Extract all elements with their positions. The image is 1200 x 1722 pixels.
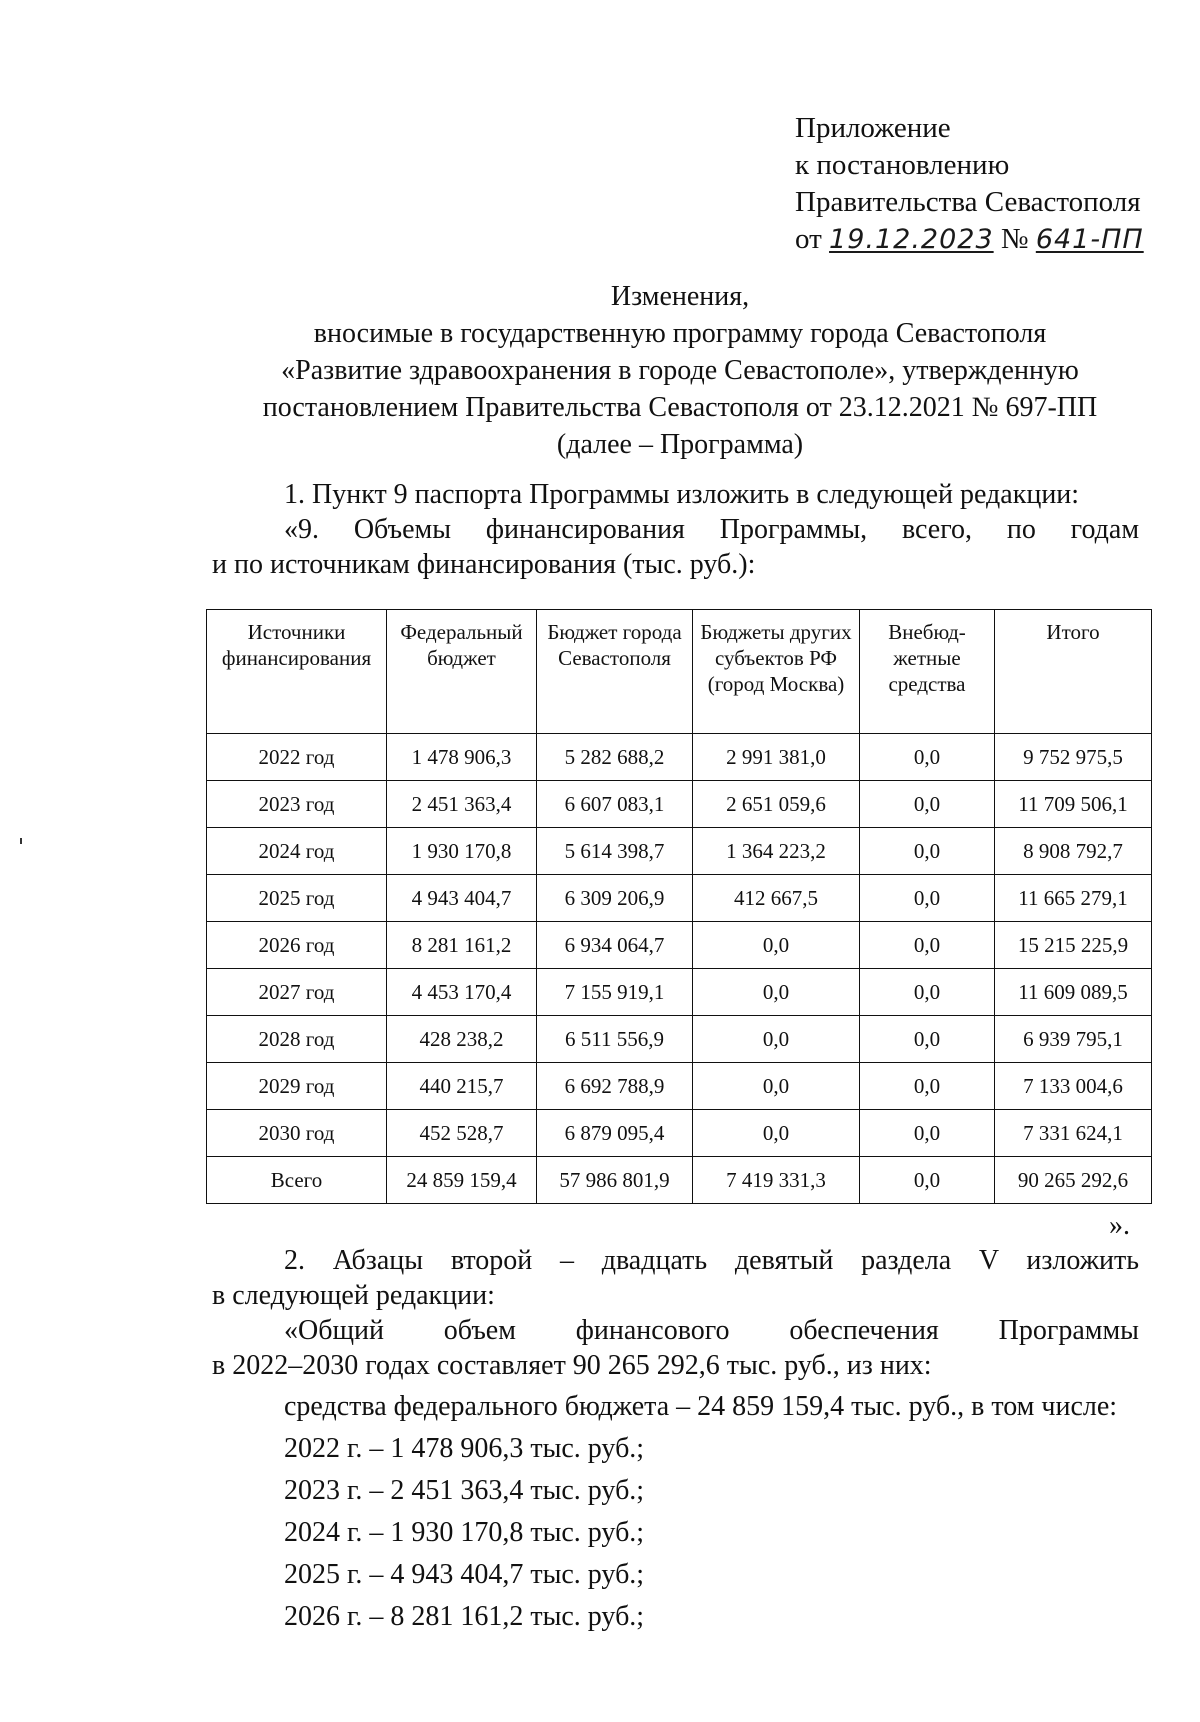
section2-line3 xyxy=(284,1313,1139,1348)
total-value: 8 908 792,7 xyxy=(995,828,1152,875)
word: девятый xyxy=(734,1245,834,1276)
table-row xyxy=(207,828,1152,875)
other-subjects-value: 0,0 xyxy=(693,1063,860,1110)
annex-line-3: Правительства Севастополя xyxy=(795,186,1141,218)
extrabudgetary-value: 0,0 xyxy=(860,734,995,781)
year-item: 2024 г. – 1 930 170,8 тыс. руб.; xyxy=(284,1517,645,1548)
total-value: 11 709 506,1 xyxy=(995,781,1152,828)
header-extrabudgetary: Внебюд- жетные средства xyxy=(860,610,995,734)
total-value: 6 939 795,1 xyxy=(995,1016,1152,1063)
total-value: 15 215 225,9 xyxy=(995,922,1152,969)
table-row xyxy=(207,922,1152,969)
header-total: Итого xyxy=(995,610,1152,734)
number-prefix: № xyxy=(1000,223,1029,255)
year-item: 2025 г. – 4 943 404,7 тыс. руб.; xyxy=(284,1559,645,1590)
table-row xyxy=(207,1157,1152,1204)
word: «Общий xyxy=(284,1315,384,1346)
other-subjects-value: 412 667,5 xyxy=(693,875,860,922)
federal-value: 8 281 161,2 xyxy=(387,922,537,969)
row-label: Всего xyxy=(207,1157,387,1204)
word: Программы xyxy=(998,1315,1139,1346)
federal-value: 1 478 906,3 xyxy=(387,734,537,781)
table-row xyxy=(207,1110,1152,1157)
word: Программы, xyxy=(719,514,868,545)
row-label: 2030 год xyxy=(207,1110,387,1157)
header-sevastopol-budget: Бюджет города Севастополя xyxy=(537,610,693,734)
document-title xyxy=(160,278,1200,463)
extrabudgetary-value: 0,0 xyxy=(860,1063,995,1110)
year-item: 2023 г. – 2 451 363,4 тыс. руб.; xyxy=(284,1475,645,1506)
total-value: 7 133 004,6 xyxy=(995,1063,1152,1110)
table-row xyxy=(207,969,1152,1016)
extrabudgetary-value: 0,0 xyxy=(860,1157,995,1204)
header-sources: Источники финансирования xyxy=(207,610,387,734)
federal-value: 2 451 363,4 xyxy=(387,781,537,828)
word: обеспечения xyxy=(789,1315,939,1346)
title-line-1: Изменения, xyxy=(610,281,750,312)
scan-speck xyxy=(20,838,22,844)
total-value: 11 665 279,1 xyxy=(995,875,1152,922)
title-line-3: «Развитие здравоохранения в городе Севастополе», утвержденную xyxy=(281,355,1079,386)
financing-table xyxy=(206,609,1152,1204)
sevastopol-value: 6 309 206,9 xyxy=(537,875,693,922)
sevastopol-value: 5 614 398,7 xyxy=(537,828,693,875)
word: Объемы xyxy=(353,514,452,545)
other-subjects-value: 1 364 223,2 xyxy=(693,828,860,875)
section1-item: 1. Пункт 9 паспорта Программы изложить в следующей редакции: xyxy=(284,479,1080,510)
sevastopol-value: 6 511 556,9 xyxy=(537,1016,693,1063)
handwritten-number: 641-ПП xyxy=(1035,224,1144,255)
annex-date-line xyxy=(795,221,1144,258)
year-item: 2022 г. – 1 478 906,3 тыс. руб.; xyxy=(284,1433,645,1464)
other-subjects-value: 7 419 331,3 xyxy=(693,1157,860,1204)
section2-line5: средства федерального бюджета – 24 859 159,4 тыс. руб., в том числе: xyxy=(284,1391,1118,1422)
row-label: 2027 год xyxy=(207,969,387,1016)
word: по xyxy=(1006,514,1036,545)
row-label: 2028 год xyxy=(207,1016,387,1063)
word: 2. Абзацы xyxy=(284,1245,424,1276)
section2-line1 xyxy=(284,1243,1139,1278)
word: двадцать xyxy=(601,1245,708,1276)
sevastopol-value: 57 986 801,9 xyxy=(537,1157,693,1204)
section2-line2: в следующей редакции: xyxy=(212,1280,495,1311)
federal-value: 4 943 404,7 xyxy=(387,875,537,922)
total-value: 9 752 975,5 xyxy=(995,734,1152,781)
federal-value: 428 238,2 xyxy=(387,1016,537,1063)
row-label: 2025 год xyxy=(207,875,387,922)
word: «9. xyxy=(284,514,319,545)
annex-line-1: Приложение xyxy=(795,112,951,144)
header-federal-budget: Федеральный бюджет xyxy=(387,610,537,734)
row-label: 2022 год xyxy=(207,734,387,781)
closing-quote: ». xyxy=(1109,1210,1130,1241)
row-label: 2024 год xyxy=(207,828,387,875)
federal-value: 4 453 170,4 xyxy=(387,969,537,1016)
total-value: 90 265 292,6 xyxy=(995,1157,1152,1204)
row-label: 2026 год xyxy=(207,922,387,969)
extrabudgetary-value: 0,0 xyxy=(860,1016,995,1063)
section1-quote-line2: и по источникам финансирования (тыс. руб.): xyxy=(212,549,756,580)
table-header-row xyxy=(207,610,1152,734)
table-row xyxy=(207,734,1152,781)
word: второй xyxy=(450,1245,533,1276)
table-row xyxy=(207,781,1152,828)
extrabudgetary-value: 0,0 xyxy=(860,828,995,875)
word: изложить xyxy=(1026,1245,1140,1276)
federal-value: 452 528,7 xyxy=(387,1110,537,1157)
word: – xyxy=(559,1245,574,1276)
sevastopol-value: 5 282 688,2 xyxy=(537,734,693,781)
sevastopol-value: 7 155 919,1 xyxy=(537,969,693,1016)
handwritten-date: 19.12.2023 xyxy=(829,224,994,255)
section2-line4: в 2022–2030 годах составляет 90 265 292,6 тыс. руб., из них: xyxy=(212,1350,932,1381)
section1-quote-line1 xyxy=(284,512,1139,547)
extrabudgetary-value: 0,0 xyxy=(860,1110,995,1157)
title-line-4: постановлением Правительства Севастополя от 23.12.2021 № 697-ПП xyxy=(262,392,1098,423)
word: раздела xyxy=(861,1245,952,1276)
table-row xyxy=(207,1016,1152,1063)
extrabudgetary-value: 0,0 xyxy=(860,781,995,828)
annex-line-2: к постановлению xyxy=(795,149,1010,181)
table-row xyxy=(207,875,1152,922)
federal-value: 1 930 170,8 xyxy=(387,828,537,875)
row-label: 2023 год xyxy=(207,781,387,828)
table-body xyxy=(207,734,1152,1204)
header-other-subjects-budget: Бюджеты других субъектов РФ (город Москва) xyxy=(693,610,860,734)
sevastopol-value: 6 692 788,9 xyxy=(537,1063,693,1110)
other-subjects-value: 0,0 xyxy=(693,1110,860,1157)
word: объем xyxy=(443,1315,516,1346)
word: годам xyxy=(1070,514,1140,545)
word: финансирования xyxy=(485,514,685,545)
extrabudgetary-value: 0,0 xyxy=(860,969,995,1016)
extrabudgetary-value: 0,0 xyxy=(860,875,995,922)
date-prefix: от xyxy=(795,223,822,255)
sevastopol-value: 6 607 083,1 xyxy=(537,781,693,828)
annex-block xyxy=(795,110,1144,258)
other-subjects-value: 0,0 xyxy=(693,969,860,1016)
extrabudgetary-value: 0,0 xyxy=(860,922,995,969)
word: финансового xyxy=(575,1315,730,1346)
sevastopol-value: 6 934 064,7 xyxy=(537,922,693,969)
federal-value: 24 859 159,4 xyxy=(387,1157,537,1204)
total-value: 7 331 624,1 xyxy=(995,1110,1152,1157)
other-subjects-value: 0,0 xyxy=(693,1016,860,1063)
title-line-2: вносимые в государственную программу города Севастополя xyxy=(313,318,1047,349)
other-subjects-value: 2 651 059,6 xyxy=(693,781,860,828)
sevastopol-value: 6 879 095,4 xyxy=(537,1110,693,1157)
federal-value: 440 215,7 xyxy=(387,1063,537,1110)
word: V xyxy=(978,1245,999,1276)
table-row xyxy=(207,1063,1152,1110)
other-subjects-value: 2 991 381,0 xyxy=(693,734,860,781)
year-item: 2026 г. – 8 281 161,2 тыс. руб.; xyxy=(284,1601,645,1632)
total-value: 11 609 089,5 xyxy=(995,969,1152,1016)
word: всего, xyxy=(901,514,973,545)
other-subjects-value: 0,0 xyxy=(693,922,860,969)
title-line-5: (далее – Программа) xyxy=(556,429,804,460)
row-label: 2029 год xyxy=(207,1063,387,1110)
